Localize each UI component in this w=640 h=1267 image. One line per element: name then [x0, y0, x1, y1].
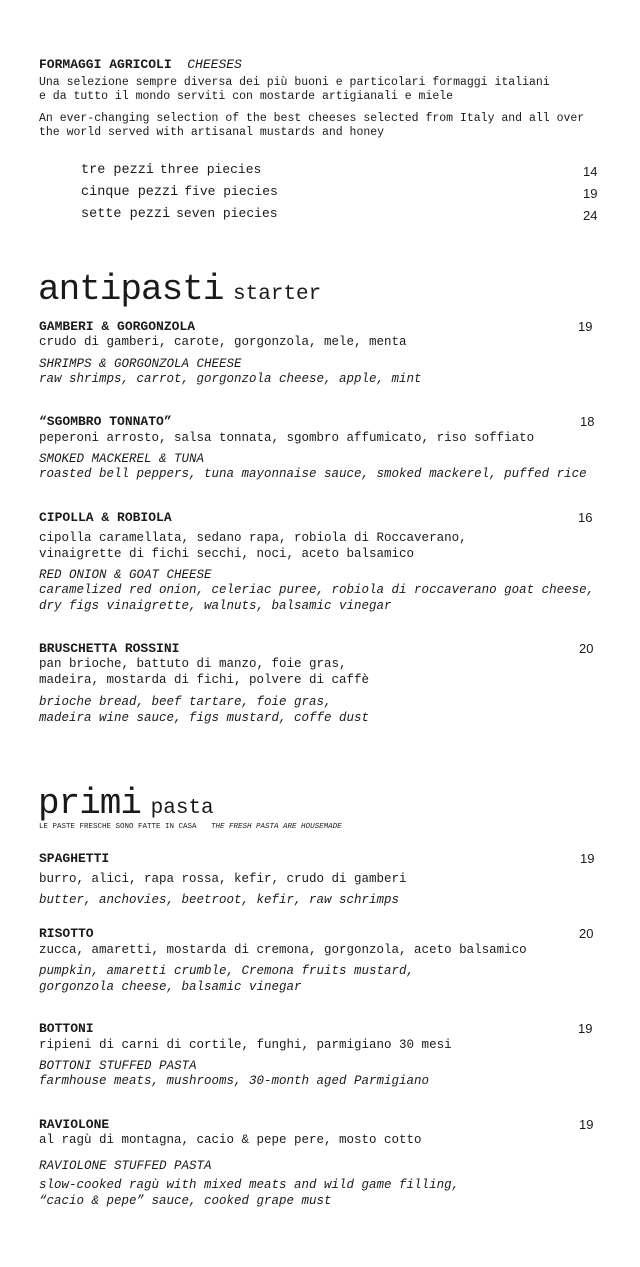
- desc-line: pumpkin, amaretti crumble, Cremona fruits mustard,: [39, 964, 415, 978]
- cheeses-title-it: FORMAGGI AGRICOLI: [39, 57, 172, 72]
- desc-line: e da tutto il mondo serviti con mostarde artigianali e miele: [39, 90, 454, 103]
- desc-line: gorgonzola cheese, balsamic vinegar: [39, 980, 302, 994]
- dish-name: BRUSCHETTA ROSSINI: [39, 641, 180, 656]
- dish-desc-en: farmhouse meats, mushrooms, 30-month aged Parmigiano: [39, 1074, 430, 1088]
- dish-name: CIPOLLA & ROBIOLA: [39, 510, 172, 525]
- desc-line: madeira wine sauce, figs mustard, coffe dust: [39, 711, 370, 725]
- option-it: tre pezzi: [81, 163, 154, 178]
- dish-price: 19: [579, 1117, 594, 1132]
- section-heading: primi: [38, 783, 142, 824]
- option-it: sette pezzi: [81, 207, 171, 222]
- dish-desc-en: [39, 694, 369, 726]
- dish-desc-it: burro, alici, rapa rossa, kefir, crudo di gamberi: [39, 872, 407, 886]
- antipasti-heading: [38, 270, 321, 310]
- dish-desc-it: [39, 530, 467, 562]
- cheeses-title-en: CHEESES: [187, 57, 242, 72]
- dish-price: 18: [580, 414, 595, 429]
- dish-name: “SGOMBRO TONNATO”: [39, 414, 172, 429]
- dish-name-en: BOTTONI STUFFED PASTA: [39, 1059, 197, 1073]
- section-subheading: starter: [233, 283, 322, 306]
- dish-name-en: SMOKED MACKEREL & TUNA: [39, 452, 205, 466]
- dish-desc-en: butter, anchovies, beetroot, kefir, raw schrimps: [39, 893, 400, 907]
- dish-desc-it: [39, 656, 369, 688]
- cheeses-desc-en: [39, 112, 584, 140]
- dish-desc-it: ripieni di carni di cortile, funghi, parmigiano 30 mesi: [39, 1038, 452, 1052]
- dish-name: BOTTONI: [39, 1021, 94, 1036]
- dish-desc-en: [39, 1177, 459, 1209]
- dish-price: 16: [578, 510, 593, 525]
- desc-line: Una selezione sempre diversa dei più buoni e particolari formaggi italiani: [39, 76, 550, 89]
- section-subheading: pasta: [150, 797, 214, 820]
- desc-line: slow-cooked ragù with mixed meats and wild game filling,: [39, 1178, 460, 1192]
- dish-desc-en: raw shrimps, carrot, gorgonzola cheese, apple, mint: [39, 372, 422, 386]
- cheese-option-row: [81, 206, 278, 222]
- desc-line: “cacio & pepe” sauce, cooked grape must: [39, 1194, 332, 1208]
- dish-desc-it: zucca, amaretti, mostarda di cremona, gorgonzola, aceto balsamico: [39, 943, 527, 957]
- desc-line: vinaigrette di fichi secchi, noci, aceto balsamico: [39, 547, 415, 561]
- section-heading: antipasti: [38, 269, 224, 310]
- desc-line: dry figs vinaigrette, walnuts, balsamic vinegar: [39, 599, 392, 613]
- cheese-option-row: [81, 184, 278, 200]
- option-en: five piecies: [184, 184, 278, 199]
- dish-name-en: SHRIMPS & GORGONZOLA CHEESE: [39, 357, 242, 371]
- primi-heading: [38, 784, 214, 824]
- desc-line: cipolla caramellata, sedano rapa, robiola di Roccaverano,: [39, 531, 467, 545]
- option-it: cinque pezzi: [81, 185, 179, 200]
- cheeses-desc-it: [39, 76, 550, 104]
- dish-name: RAVIOLONE: [39, 1117, 110, 1132]
- dish-name: GAMBERI & GORGONZOLA: [39, 319, 196, 334]
- cheese-option-row: [81, 162, 261, 178]
- option-en: three piecies: [159, 162, 262, 177]
- option-price: 19: [583, 186, 598, 201]
- dish-name-en: RED ONION & GOAT CHEESE: [39, 568, 212, 582]
- dish-name-en: RAVIOLONE STUFFED PASTA: [39, 1159, 212, 1173]
- dish-name: RISOTTO: [39, 926, 94, 941]
- dish-price: 19: [580, 851, 595, 866]
- dish-desc-it: al ragù di montagna, cacio & pepe pere, mosto cotto: [39, 1133, 422, 1147]
- desc-line: pan brioche, battuto di manzo, foie gras,: [39, 657, 347, 671]
- desc-line: caramelized red onion, celeriac puree, robiola di roccaverano goat cheese,: [39, 583, 595, 597]
- note-en: THE FRESH PASTA ARE HOUSEMADE: [211, 823, 342, 831]
- dish-price: 20: [579, 641, 594, 656]
- dish-desc-it: crudo di gamberi, carote, gorgonzola, mele, menta: [39, 335, 407, 349]
- option-price: 24: [583, 208, 598, 223]
- dish-desc-en: [39, 582, 594, 614]
- dish-desc-en: [39, 963, 414, 995]
- desc-line: the world served with artisanal mustards and honey: [39, 126, 385, 139]
- primi-note: [39, 823, 342, 831]
- cheeses-title: [39, 55, 242, 73]
- desc-line: An ever-changing selection of the best cheeses selected from Italy and all over: [39, 112, 585, 125]
- dish-desc-en: roasted bell peppers, tuna mayonnaise sauce, smoked mackerel, puffed rice: [39, 467, 587, 481]
- option-en: seven piecies: [176, 206, 278, 221]
- note-it: LE PASTE FRESCHE SONO FATTE IN CASA: [39, 823, 197, 831]
- option-price: 14: [583, 164, 598, 179]
- desc-line: madeira, mostarda di fichi, polvere di caffè: [39, 673, 370, 687]
- desc-line: brioche bread, beef tartare, foie gras,: [39, 695, 332, 709]
- dish-price: 19: [578, 1021, 593, 1036]
- dish-price: 19: [578, 319, 593, 334]
- dish-name: SPAGHETTI: [39, 851, 110, 866]
- dish-price: 20: [579, 926, 594, 941]
- dish-desc-it: peperoni arrosto, salsa tonnata, sgombro affumicato, riso soffiato: [39, 431, 535, 445]
